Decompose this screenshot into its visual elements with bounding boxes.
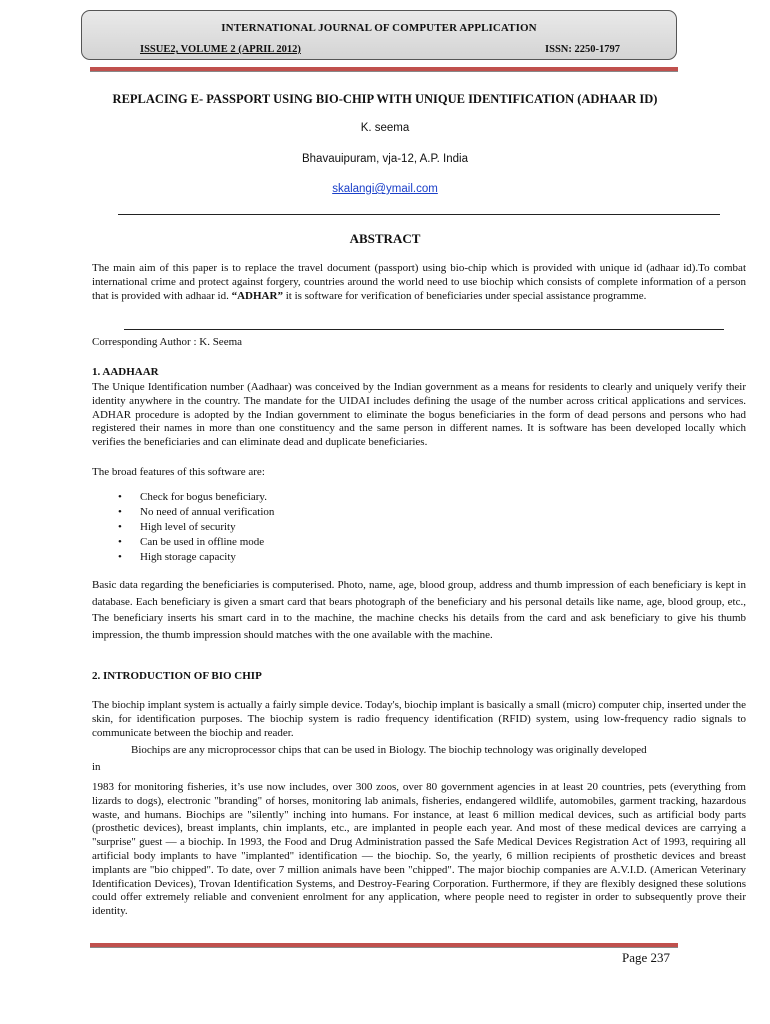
- section2-paragraph1: The biochip implant system is actually a fairly simple device. Today's, biochip implant is basically a small (micro) computer chip, inserted under the skin, for identification purposes. The biochip system is radio frequency identification (RFID) system, using low-frequency radio signals to communicate between the biochip and reader.: [92, 699, 746, 739]
- section1-heading: 1. AADHAAR: [92, 366, 159, 378]
- abstract-text-part1: The main aim of this paper is to replace the travel document (passport) using bio-chip which is provided with unique id (adhaar id).To combat international crime and protect against forgery, countries around the world need to use biochip which consists of complete information of a person that is provided with adhaar id.: [92, 262, 746, 302]
- abstract-bold-term: “ADHAR”: [231, 289, 283, 302]
- section1-paragraph1: The Unique Identification number (Aadhaar) was conceived by the Indian government as a means for residents to clearly and uniquely verify their identity anywhere in the country. The mandate for the UIDAI includes defining the usage of the number across critical applications and services. ADHAR procedure is adopted by the Indian government to eliminate the bogus beneficiaries in the form of dead persons and persons who had registered their names in more than one constituency and the same person in different names. It is software has been developed locally which verifies the beneficiaries and can eliminate dead and duplicate beneficiaries.: [92, 381, 746, 449]
- abstract-text: [92, 262, 746, 303]
- footer-rule: [90, 943, 678, 948]
- separator-abstract: [124, 329, 724, 330]
- abstract-heading: ABSTRACT: [349, 231, 421, 246]
- list-item: • Check for bogus beneficiary.: [118, 490, 274, 505]
- journal-header-box: [81, 10, 677, 60]
- separator-top: [118, 214, 720, 215]
- journal-title: INTERNATIONAL JOURNAL OF COMPUTER APPLICATION: [221, 22, 537, 34]
- header-rule: [90, 67, 678, 72]
- section2-paragraph2-line: Biochips are any microprocessor chips that can be used in Biology. The biochip technology was originally developed: [131, 744, 647, 756]
- section2-paragraph2-in: in: [92, 761, 101, 773]
- issue-line: [140, 44, 620, 55]
- issue-volume: ISSUE2, VOLUME 2 (APRIL 2012): [140, 44, 301, 55]
- author-name: K. seema: [360, 122, 410, 134]
- section1-paragraph2: Basic data regarding the beneficiaries is computerised. Photo, name, age, blood group, address and thumb impression of each beneficiary is kept in database. Each beneficiary is given a smart card that bears photograph of the beneficiary and his personal details like name, age, blood group, etc., The beneficiary inserts his smart card in to the machine, the machine checks his details from the card and ask beneficiary to give his thumb impression, the thumb impression should matches with the one available with the machine.: [92, 579, 746, 641]
- page-number: Page 237: [622, 950, 671, 965]
- issn: ISSN: 2250-1797: [545, 44, 620, 55]
- list-item: • High level of security: [118, 520, 274, 535]
- section2-paragraph3: 1983 for monitoring fisheries, it’s use now includes, over 300 zoos, over 80 government agencies in at least 20 countries, pets (everything from lizards to dogs), electronic "branding" of horses, monitoring lab animals, fisheries, endangered wildlife, automobiles, garment tracking, hazardous waste, and humans. Biochips are "silently" inching into humans. For instance, at least 6 million medical devices, such as artificial body parts (prosthetic devices), breast implants, chin implants, etc., are implanted in people each year. And most of these medical devices are carrying a "surprise" guest — a biochip. In 1993, the Food and Drug Administration passed the Safe Medical Devices Registration Act of 1993, requiring all artificial body implants to have "implanted" identification — the biochip. So, the yearly, 6 million recipients of prosthetic devices and breast implants are "bio chipped". To date, over 7 million animals have been "chipped". The major biochip companies are A.V.I.D. (American Veterinary Identification Devices), Trovan Identification Systems, and Destroy-Fearing Corporation. Furthermore, if they are flexibly designed these solutions could offer extremely reliable and convenient enrolment for any application, where people need to register in order to subsequently prove their identity.: [92, 781, 746, 918]
- paper-title: REPLACING E- PASSPORT USING BIO-CHIP WITH UNIQUE IDENTIFICATION (ADHAAR ID): [112, 92, 658, 106]
- features-list: [118, 490, 274, 565]
- abstract-text-part2: it is software for verification of beneficiaries under special assistance programme.: [282, 289, 647, 302]
- section2-heading: 2. INTRODUCTION OF BIO CHIP: [92, 670, 262, 682]
- corresponding-author: Corresponding Author : K. Seema: [92, 336, 243, 348]
- list-item: • No need of annual verification: [118, 505, 274, 520]
- email-link[interactable]: skalangi@ymail.com: [332, 183, 438, 195]
- list-item: • High storage capacity: [118, 550, 274, 565]
- features-intro: The broad features of this software are:: [92, 466, 265, 478]
- list-item: • Can be used in offline mode: [118, 535, 274, 550]
- author-affiliation: Bhavauipuram, vja-12, A.P. India: [301, 153, 468, 165]
- author-email: [0, 183, 770, 195]
